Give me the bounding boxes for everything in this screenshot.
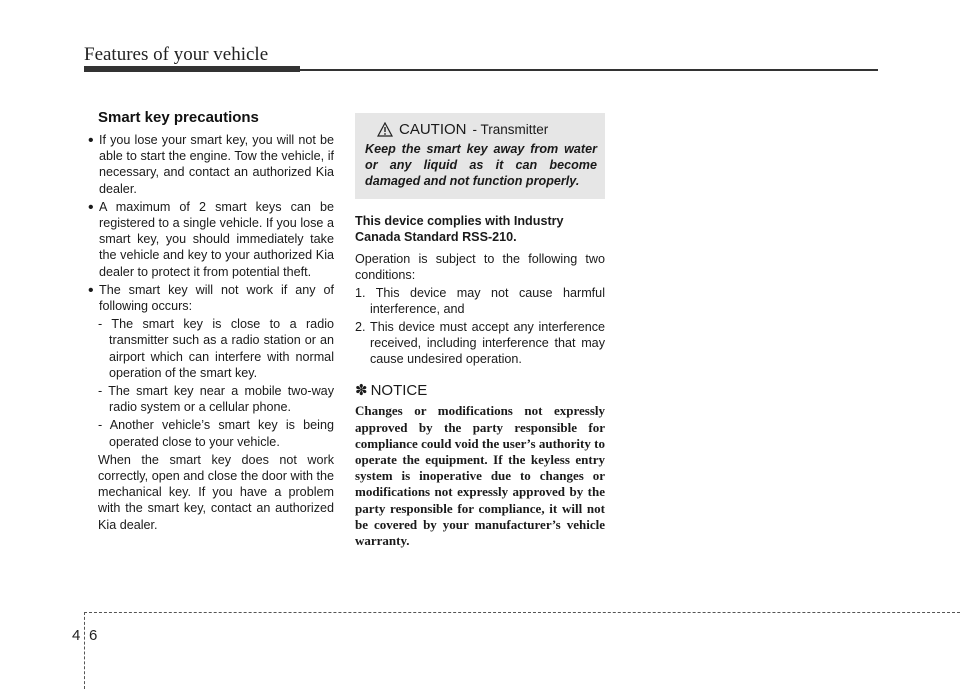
bullet-item — [88, 282, 334, 314]
bullet-text: The smart key will not work if any of following occurs: — [99, 282, 334, 314]
notice-star-icon: ✽ — [355, 382, 368, 400]
notice-header — [355, 381, 605, 399]
footer-rule — [84, 612, 960, 613]
bullet-dot-icon: • — [88, 198, 94, 216]
right-column — [355, 113, 605, 549]
caution-box — [355, 113, 605, 199]
tail-paragraph: When the smart key does not work correctly, open and close the door with the mechanical key. If you have a problem with the smart key, contact an authorized Kia dealer. — [98, 452, 334, 532]
caution-word: CAUTION — [399, 121, 467, 138]
caution-subtitle: - Transmitter — [472, 122, 549, 137]
condition-item: 2. This device must accept any interference received, including interference that may cause undesired operation. — [355, 320, 605, 367]
compliance-statement: This device complies with Industry Canada Standard RSS-210. — [355, 214, 564, 244]
left-column — [88, 109, 334, 533]
section-heading: Smart key precautions — [98, 109, 259, 126]
sub-item: - The smart key is close to a radio transmitter such as a radio station or an airport which can interfere with normal operation of the smart key. — [98, 317, 334, 380]
bullet-dot-icon: • — [88, 132, 94, 149]
notice-title: NOTICE — [370, 381, 428, 399]
page-header-title: Features of your vehicle — [84, 44, 269, 65]
footer-divider — [84, 612, 85, 689]
bullet-dot-icon: • — [88, 281, 94, 299]
header-rule-thin — [300, 69, 878, 71]
sub-item: - Another vehicle’s smart key is being operated close to your vehicle. — [98, 418, 334, 449]
notice-body: Changes or modifications not expressly approved by the party responsible for compliance could void the user’s authority to operate the equipment. If the keyless entry system is inoperative due to changes or modifications not expressly approved by the party responsible for compliance, it will not be covered by your manufacturer’s vehicle warranty. — [355, 403, 605, 549]
page-number: 6 — [89, 627, 98, 644]
bullet-text: A maximum of 2 smart keys can be registered to a single vehicle. If you lose a smart key, you should immediately take the vehicle and key to your authorized Kia dealer to protect it from potential theft. — [99, 199, 334, 279]
section-number: 4 — [72, 627, 81, 644]
bullet-item — [88, 132, 334, 197]
conditions-intro: Operation is subject to the following two conditions: — [355, 252, 605, 283]
warning-triangle-icon — [377, 122, 393, 137]
caution-header — [377, 121, 597, 138]
bullet-text: If you lose your smart key, you will not be able to start the engine. Tow the vehicle, if necessary, and contact an authorized Kia dealer. — [99, 133, 334, 196]
header-rule-thick — [84, 66, 300, 72]
sub-item: - The smart key near a mobile two-way radio system or a cellular phone. — [98, 384, 334, 415]
condition-item: 1. This device may not cause harmful interference, and — [355, 286, 605, 317]
caution-body: Keep the smart key away from water or any liquid as it can become damaged and not function properly. — [365, 142, 597, 188]
bullet-item — [88, 199, 334, 280]
